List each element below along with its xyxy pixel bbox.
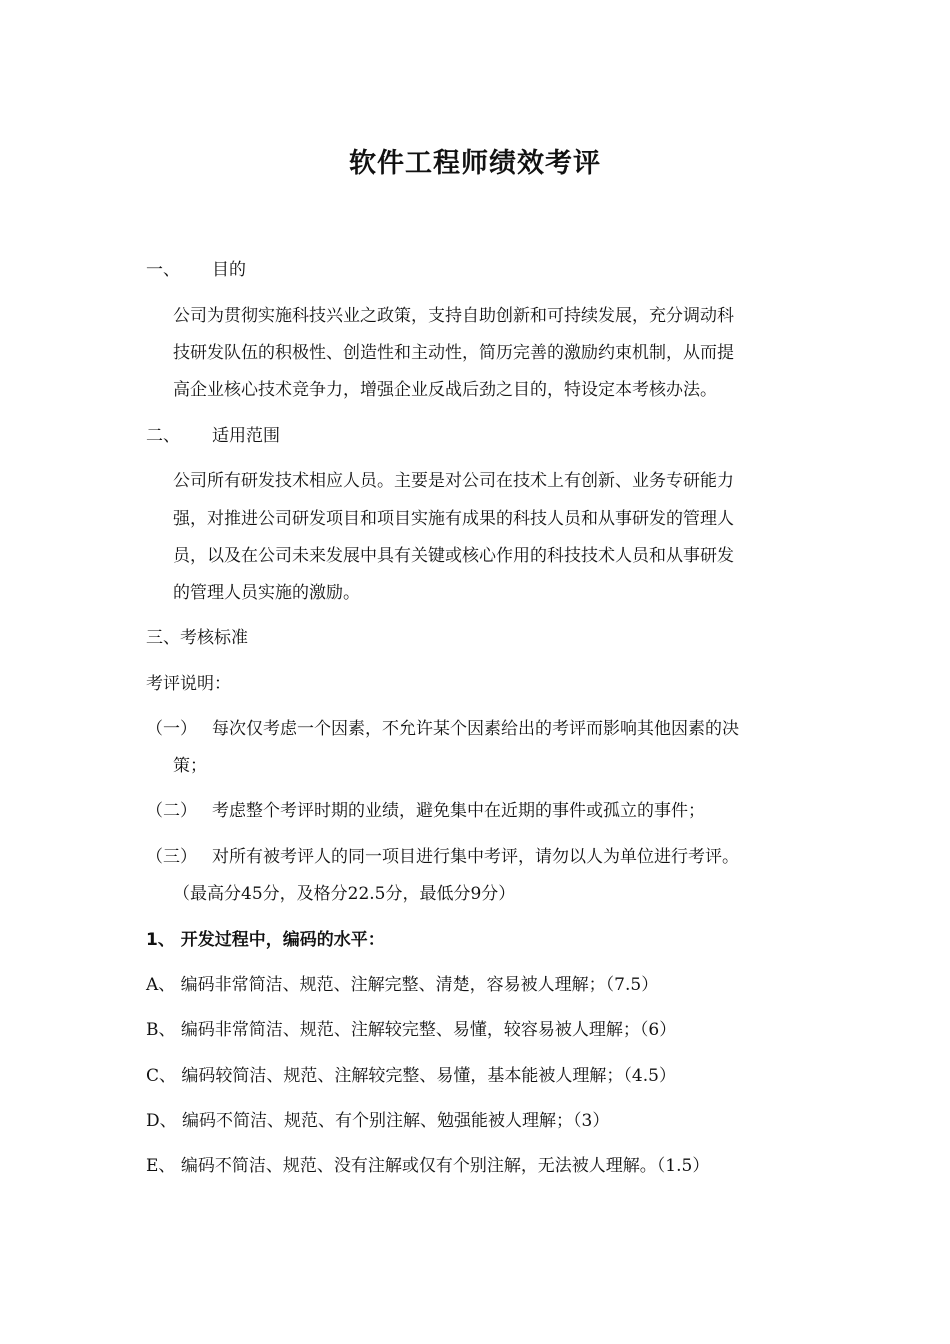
note-marker: （二） <box>146 801 197 821</box>
note-line: 考虑整个考评时期的业绩，避免集中在近期的事件或孤立的事件； <box>212 801 705 821</box>
option-a: A、 编码非常简洁、规范、注解完整、清楚，容易被人理解；（7.5） <box>146 975 659 995</box>
note-line: 策； <box>173 756 207 776</box>
note-line: 对所有被考评人的同一项目进行集中考评，请勿以人为单位进行考评。 <box>212 847 739 867</box>
section-2-heading: 适用范围 <box>212 426 280 446</box>
section-1-heading: 目的 <box>212 260 246 280</box>
section-2-paragraph-line: 的管理人员实施的激励。 <box>173 583 360 603</box>
section-1-paragraph-line: 技研发队伍的积极性、创造性和主动性，简历完善的激励约束机制，从而提 <box>173 343 734 363</box>
page-title: 软件工程师绩效考评 <box>349 148 601 179</box>
section-2-paragraph-line: 公司所有研发技术相应人员。主要是对公司在技术上有创新、业务专研能力 <box>173 471 734 491</box>
section-1-paragraph-line: 高企业核心技术竞争力，增强企业反战后劲之目的，特设定本考核办法。 <box>173 380 717 400</box>
section-2-paragraph-line: 强，对推进公司研发项目和项目实施有成果的科技人员和从事研发的管理人 <box>173 509 734 529</box>
section-2-number: 二、 <box>146 426 180 446</box>
score-range-note: （最高分45分，及格分22.5分，最低分9分） <box>173 884 516 904</box>
section-1-paragraph-line: 公司为贯彻实施科技兴业之政策，支持自助创新和可持续发展，充分调动科 <box>173 306 734 326</box>
option-b: B、 编码非常简洁、规范、注解较完整、易懂，较容易被人理解；（6） <box>146 1020 677 1040</box>
option-e: E、 编码不简洁、规范、没有注解或仅有个别注解，无法被人理解。（1.5） <box>146 1156 710 1176</box>
option-d: D、 编码不简洁、规范、有个别注解、勉强能被人理解；（3） <box>146 1111 610 1131</box>
section-1-number: 一、 <box>146 260 180 280</box>
note-marker: （一） <box>146 719 197 739</box>
item-1-heading: 1、 开发过程中，编码的水平： <box>146 930 385 950</box>
note-line: 每次仅考虑一个因素，不允许某个因素给出的考评而影响其他因素的决 <box>212 719 739 739</box>
note-marker: （三） <box>146 847 197 867</box>
evaluation-note-label: 考评说明： <box>146 674 231 694</box>
option-c: C、 编码较简洁、规范、注解较完整、易懂，基本能被人理解；（4.5） <box>146 1066 676 1086</box>
section-2-paragraph-line: 员，以及在公司未来发展中具有关键或核心作用的科技技术人员和从事研发 <box>173 546 734 566</box>
section-3-heading: 三、考核标准 <box>146 628 248 648</box>
